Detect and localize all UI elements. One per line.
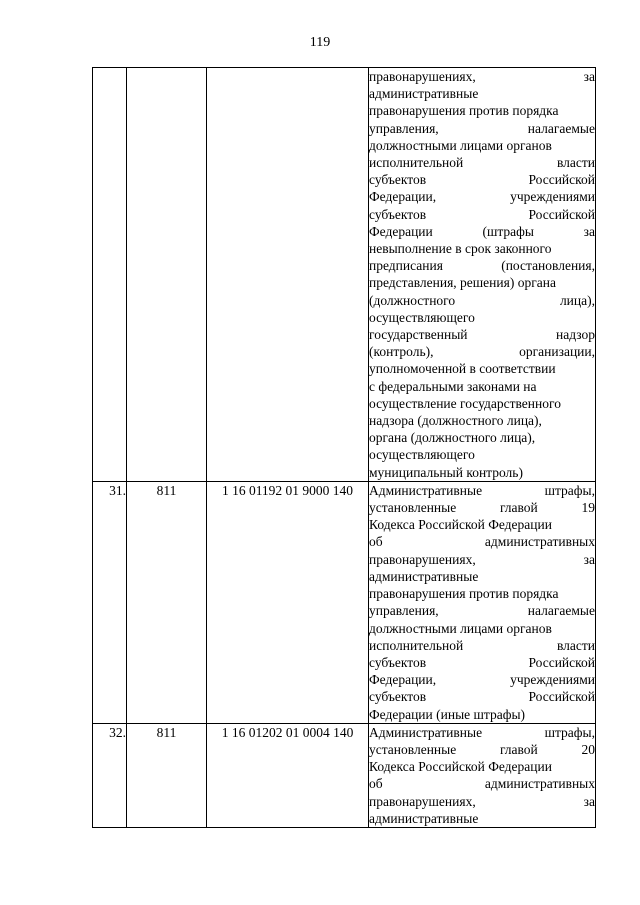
description-line: [369, 206, 595, 223]
budget-codes-table: [92, 67, 596, 828]
description-line: представления, решения) органа: [369, 275, 556, 291]
description-cell: [369, 68, 596, 482]
description-line: [369, 343, 595, 360]
description-word: Федерации: [369, 223, 433, 239]
description-word: предписания: [369, 258, 443, 274]
description-word: учреждениями: [510, 672, 595, 688]
description-word: организации,: [519, 344, 595, 360]
description-line: административные: [369, 810, 479, 826]
description-word: за: [583, 223, 595, 239]
description-word: налагаемые: [527, 603, 595, 619]
row-number-cell: 32.: [93, 723, 127, 827]
description-word: субъектов: [369, 206, 427, 222]
description-line: [369, 292, 595, 309]
description-line: должностными лицами органов: [369, 620, 552, 636]
description-line: Федерации (иные штрафы): [369, 706, 526, 722]
description-line: Кодекса Российской Федерации: [369, 759, 552, 775]
description-word: за: [583, 69, 595, 84]
description-word: 19: [581, 500, 595, 516]
description-word: (контроль),: [369, 344, 434, 360]
description-line: [369, 793, 595, 810]
description-word: Российской: [528, 206, 595, 222]
description-word: управления,: [369, 120, 439, 136]
description-word: штрафы,: [544, 482, 595, 498]
description-line: должностными лицами органов: [369, 137, 552, 153]
description-line: органа (должностного лица),: [369, 430, 536, 446]
description-line: надзора (должностного лица),: [369, 413, 542, 429]
description-line: правонарушения против порядка: [369, 103, 559, 119]
description-word: субъектов: [369, 172, 427, 188]
description-line: [369, 688, 595, 705]
description-line: административные: [369, 568, 479, 584]
description-word: управления,: [369, 603, 439, 619]
description-line: муниципальный контроль): [369, 464, 523, 480]
description-word: (постановления,: [501, 258, 595, 274]
description-line: уполномоченной в соответствии: [369, 361, 556, 377]
description-line: невыполнение в срок законного: [369, 241, 552, 257]
description-line: [369, 637, 595, 654]
admin-code-cell: 811: [127, 481, 207, 723]
description-word: (штрафы: [482, 223, 534, 239]
description-word: Российской: [528, 172, 595, 188]
description-word: Административные: [369, 724, 483, 740]
description-line: [369, 154, 595, 171]
description-word: исполнительной: [369, 155, 464, 171]
description-word: 20: [581, 741, 595, 757]
table-row: [93, 68, 596, 482]
description-word: Федерации,: [369, 189, 437, 205]
budget-classification-code-cell: [207, 68, 369, 482]
table-row: [93, 723, 596, 827]
admin-code-cell: [127, 68, 207, 482]
description-line: [369, 257, 595, 274]
description-word: за: [583, 551, 595, 567]
description-word: Административные: [369, 482, 483, 498]
description-word: государственный: [369, 327, 468, 343]
description-line: осуществление государственного: [369, 395, 561, 411]
description-line: [369, 223, 595, 240]
description-word: лица),: [559, 292, 595, 308]
description-word: административных: [484, 534, 595, 550]
description-line: [369, 602, 595, 619]
description-word: штрафы,: [544, 724, 595, 740]
row-number-cell: [93, 68, 127, 482]
description-word: об: [369, 776, 383, 792]
description-line: [369, 741, 595, 758]
admin-code-cell: 811: [127, 723, 207, 827]
description-line: [369, 68, 595, 85]
budget-classification-code-cell: 1 16 01202 01 0004 140: [207, 723, 369, 827]
description-line: с федеральными законами на: [369, 378, 537, 394]
description-word: власти: [556, 637, 595, 653]
description-line: Кодекса Российской Федерации: [369, 517, 552, 533]
description-word: Федерации,: [369, 672, 437, 688]
page-number: 119: [309, 35, 331, 50]
description-word: об: [369, 534, 383, 550]
description-word: административных: [484, 776, 595, 792]
description-word: за: [583, 793, 595, 809]
description-line: правонарушения против порядка: [369, 586, 559, 602]
description-word: правонарушениях,: [369, 69, 476, 84]
description-word: власти: [556, 155, 595, 171]
description-word: главой: [499, 741, 538, 757]
description-line: [369, 551, 595, 568]
description-line: [369, 654, 595, 671]
description-line: [369, 724, 595, 741]
description-line: [369, 188, 595, 205]
description-word: субъектов: [369, 654, 427, 670]
description-word: главой: [499, 500, 538, 516]
description-word: налагаемые: [527, 120, 595, 136]
description-line: осуществляющего: [369, 309, 475, 325]
description-line: [369, 499, 595, 516]
table-row: [93, 481, 596, 723]
description-line: осуществляющего: [369, 447, 475, 463]
description-line: [369, 326, 595, 343]
description-word: (должностного: [369, 292, 456, 308]
row-number-cell: 31.: [93, 481, 127, 723]
description-word: установленные: [369, 741, 457, 757]
budget-classification-code-cell: 1 16 01192 01 9000 140: [207, 481, 369, 723]
description-word: правонарушениях,: [369, 551, 476, 567]
description-word: установленные: [369, 500, 457, 516]
description-word: надзор: [555, 327, 595, 343]
description-line: [369, 482, 595, 499]
description-word: Российской: [528, 689, 595, 705]
description-cell: [369, 723, 596, 827]
description-word: субъектов: [369, 689, 427, 705]
description-word: правонарушениях,: [369, 793, 476, 809]
description-line: [369, 533, 595, 550]
description-line: [369, 671, 595, 688]
description-line: административные: [369, 86, 479, 102]
description-line: [369, 120, 595, 137]
description-line: [369, 775, 595, 792]
description-cell: [369, 481, 596, 723]
description-word: Российской: [528, 654, 595, 670]
description-line: [369, 171, 595, 188]
description-word: исполнительной: [369, 637, 464, 653]
description-word: учреждениями: [510, 189, 595, 205]
